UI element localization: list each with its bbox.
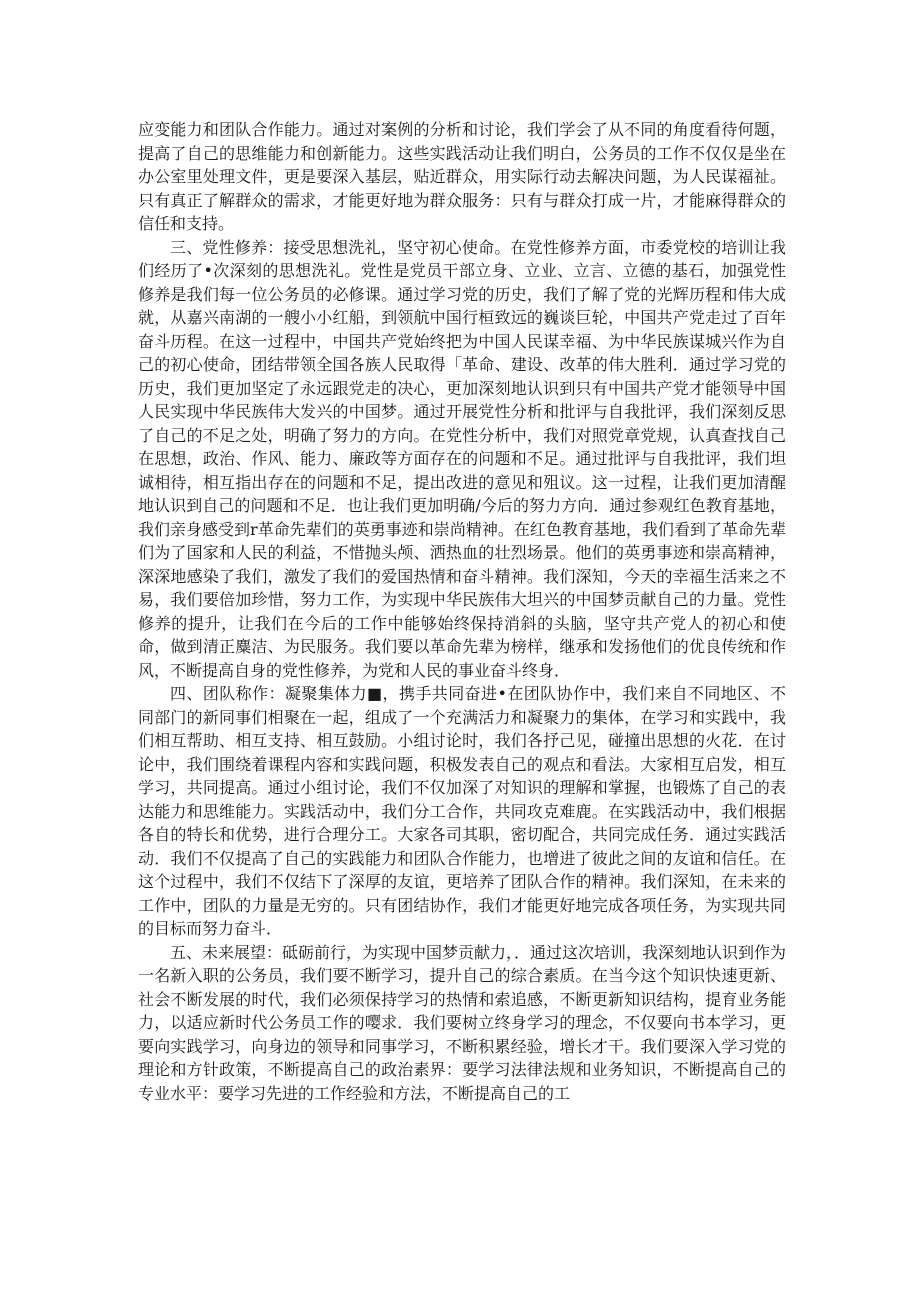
paragraph-continuation: 应变能力和团队合作能力。通过对案例的分析和讨论，我们学会了从不同的角度看待何题，提高了自己的思维能力和创新能力。这些实践活动让我们明白，公务员的工作不仅仅是坐在办公室里处理文件，更是要深入基层，贴近群众，用实际行动去解决问题，为人民谋福祉。只有真正了解群众的需求，才能更好地为群众服务：只有与群众打成一片，才能麻得群众的信任和支持。	[138, 120, 786, 233]
paragraph-party-cultivation: 三、党性修养：接受思想洗礼，坚守初心使命。在党性修养方面，市委党校的培训让我们经历了•次深刻的思想洗礼。党性是党员干部立身、立业、立言、立德的基石，加强党性修养是我们每一位公务员的必修课。通过学习党的历史，我们了解了党的光辉历程和伟大成就，从嘉兴南湖的一艘小小红船，到领航中国行桓致远的巍谈巨轮，中国共产党走过了百年奋斗历程。在这一过程中，中国共产党始终把为中国人民谋幸福、为中华民族谋城兴作为自己的初心使命，团结带领全国各族人民取得「革命、建设、改革的伟大胜利．通过学习党的历史，我们更加坚定了永远跟党走的决心，更加深刻地认识到只有中国共产党才能领导中国人民实现中华民族伟大发兴的中国梦。通过开展党性分析和批评与自我批评，我们深刻反思了自己的不足之处，明确了努力的方向。在党性分析中，我们对照党章党规，认真查找自己在思想，政治、作风、能力、廉政等方面存在的问题和不足。通过批评与自我批评，我们坦诚相待，相互指出存在的问题和不足，提出改进的意见和殂议。这一过程，让我们更加清醒地认识到自己的问题和不足．也让我们更加明确/今后的努力方向．通过参观红色教育基地，我们亲身感受到r革命先辈们的英勇事迹和崇尚精神。在红色教育基地，我们看到了革命先辈们为了国家和人民的利益，不惜抛头颅、洒热血的壮烈场景。他们的英勇事迹和崇高精神，深深地感染了我们，激发了我们的爱国热情和奋斗精神。我们深知，今天的幸福生活来之不易，我们要倍加珍惜，努力工作，为实现中华民族伟大坦兴的中国梦贡献自己的力量。党性修养的提升，让我们在今后的工作中能够始终保持消斜的头脑，坚守共产党人的初心和使命，做到清正麋洁、为民服务。我们要以革命先辈为榜样，继承和发扬他们的优良传统和作风，不断提高自身的党性修养，为党和人民的事业奋斗终身．	[138, 237, 786, 680]
paragraph-future-outlook: 五、未来展望：砥砺前行，为实现中国梦贡献力，．通过这次培训，我深刻地认识到作为一名新入职的公务员，我们要不断学习，提升自己的综合素质。在当今这个知识快速更新、社会不断发展的时代，我们必须保持学习的热情和索追感，不断更新知识结构，提育业务能力，以适应新时代公务员工作的嘤求．我们要树立终身学习的理念，不仅要向书本学习，更要向实践学习，向身边的领导和同事学习，不断积累经验，增长才干。我们要深入学习党的理论和方针政策，不断提高自己的政治素界：要学习法律法规和业务知识，不断提高自己的专业水平：要学习先进的工作经验和方法，不断提高自己的工	[138, 942, 787, 1103]
document-body	[138, 118, 786, 1105]
paragraph-teamwork: 四、团队称作：凝聚集体力■，携手共同奋进•在团队协作中，我们来自不同地区、不同部门的新同事们相聚在一起，组成了一个充满活力和凝聚力的集体，在学习和实践中，我们相互帮助、相互支持、相互鼓励。小组讨论时，我们各抒己见，碰撞出思想的火花．在讨论中，我们围绕着课程内容和实践问题，积极发表自己的观点和看法。大家相互启发，相互学习，共同提高。通过小组讨论，我们不仅加深了对知识的理解和掌握，也锻炼了自己的表达能力和思维能力。实践活动中，我们分工合作，共同攻克难鹿。在实践活动中，我们根据各自的特长和优势，进行合理分工。大家各司其职，密切配合，共同完成任务．通过实践活动．我们不仅提高了自己的实践能力和团队合作能力，也增进了彼此之间的友谊和信任。在这个过程中，我们不仅结下了深厚的友谊，更培养了团队合作的精神。我们深知，在未来的工作中，团队的力量是无穷的。只有团结协作，我们才能更好地完成各项任务，为实现共同的目标而努力奋斗．	[138, 684, 786, 938]
